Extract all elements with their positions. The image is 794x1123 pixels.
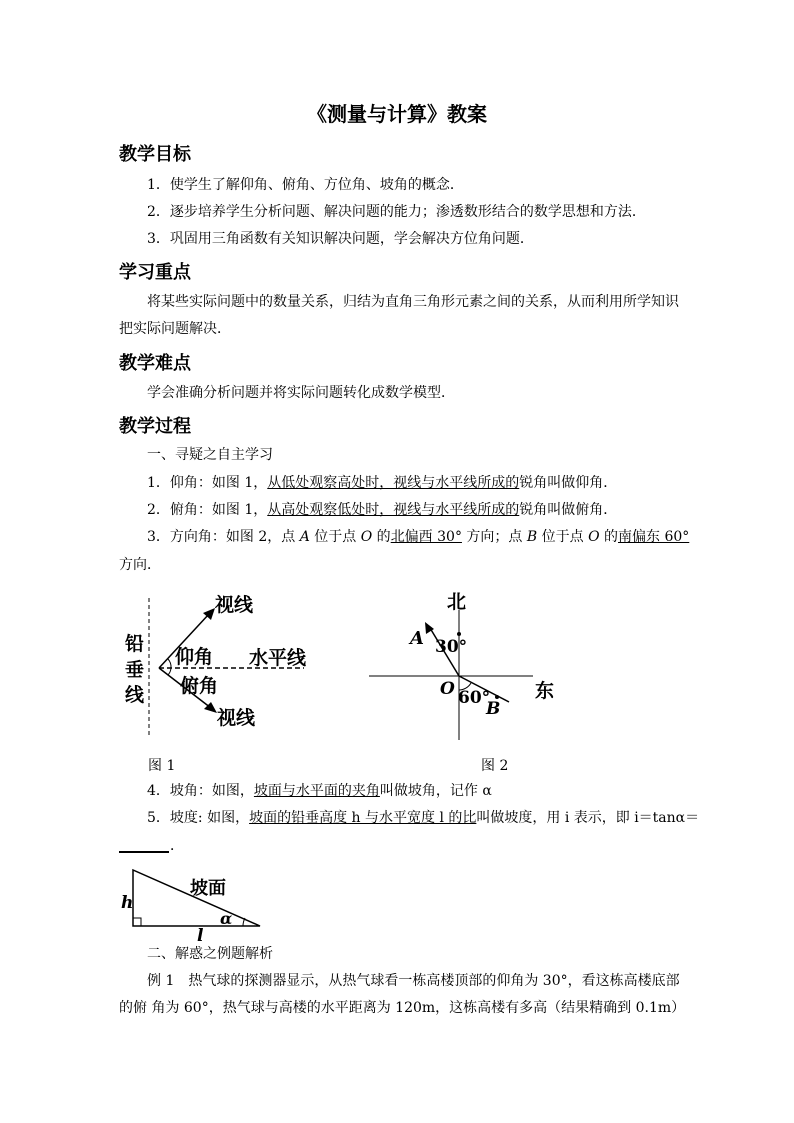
goal-1: 1．使学生了解仰角、俯角、方位角、坡角的概念． bbox=[147, 177, 464, 193]
var-B: B bbox=[526, 529, 538, 545]
var-O-2: O bbox=[588, 529, 600, 545]
item-4-suffix: 叫做坡角，记作 α bbox=[379, 783, 492, 799]
plumb-char-2: 垂 bbox=[125, 659, 145, 681]
O-label: O bbox=[440, 679, 455, 699]
item-1-suffix: 锐角叫做仰角． bbox=[519, 475, 618, 491]
item-5-prefix: 5．坡度: 如图， bbox=[147, 810, 250, 826]
figure-2-caption: 图 2 bbox=[481, 758, 509, 774]
item-2-prefix: 2．俯角：如图 1， bbox=[147, 502, 268, 518]
alpha-label: α bbox=[220, 909, 233, 928]
item-4-underlined: 坡面与水平面的夹角 bbox=[253, 783, 380, 799]
item-1 bbox=[147, 473, 617, 493]
item-3-text-a: 3．方向角：如图 2，点 bbox=[147, 529, 300, 545]
sight-up-label: 视线 bbox=[215, 594, 254, 616]
goal-3: 3．巩固用三角函数有关知识解决问题，学会解决方位角问题． bbox=[147, 231, 534, 247]
item-5 bbox=[147, 808, 699, 828]
item-5-underlined: 坡面的铅垂高度 h 与水平宽度 l 的比 bbox=[249, 810, 477, 826]
A-label: A bbox=[410, 628, 424, 649]
item-2-suffix: 锐角叫做俯角． bbox=[519, 502, 618, 518]
item-5-suffix: 叫做坡度，用 i 表示，即 i＝tanα＝ bbox=[476, 810, 700, 826]
B-label: B bbox=[486, 699, 501, 719]
angle-60-label: 60° bbox=[458, 688, 491, 708]
depression-arc bbox=[168, 668, 171, 675]
l-label: l bbox=[197, 926, 204, 942]
heading-difficulty: 教学难点 bbox=[119, 353, 191, 374]
angle-30-label: 30° bbox=[435, 637, 468, 657]
item-1-underlined: 从低处观察高处时，视线与水平线所成的 bbox=[267, 475, 520, 491]
figure-1-caption: 图 1 bbox=[148, 758, 176, 774]
elevation-arc bbox=[168, 659, 171, 668]
plumb-char-3: 线 bbox=[125, 684, 145, 706]
north-point bbox=[457, 632, 461, 636]
goal-2: 2．逐步培养学生分析问题、解决问题的能力；渗透数形结合的数学思想和方法． bbox=[147, 204, 646, 220]
answer-blank bbox=[119, 851, 169, 853]
right-angle-mark bbox=[133, 918, 141, 926]
focus-line-1: 将某些实际问题中的数量关系，归结为直角三角形元素之间的关系，从而利用所学知识 bbox=[147, 294, 679, 310]
item-3 bbox=[147, 527, 689, 547]
example-line-2: 的俯 角为 60°，热气球与高楼的水平距离为 120m，这栋高楼有多高（结果精确到 0.1m） bbox=[119, 1000, 686, 1016]
difficulty-text: 学会准确分析问题并将实际问题转化成数学模型． bbox=[147, 385, 455, 401]
heading-process: 教学过程 bbox=[119, 416, 191, 437]
item-3-text-d: 方向；点 bbox=[461, 529, 527, 545]
item-4 bbox=[147, 781, 492, 801]
slope-label: 坡面 bbox=[190, 878, 226, 899]
figure-1 bbox=[119, 588, 319, 750]
item-3-text-b: 位于点 bbox=[309, 529, 361, 545]
part1-title: 一、寻疑之自主学习 bbox=[147, 447, 273, 463]
item-4-prefix: 4．坡角：如图， bbox=[147, 783, 254, 799]
item-5-line-2: ． bbox=[170, 838, 184, 854]
item-3-text-f: 的 bbox=[599, 529, 618, 545]
figure-slope bbox=[115, 862, 275, 942]
item-3-text-e: 位于点 bbox=[537, 529, 589, 545]
horizontal-label: 水平线 bbox=[249, 647, 307, 669]
item-3-underlined-1: 北偏西 30° bbox=[390, 529, 462, 545]
heading-focus: 学习重点 bbox=[119, 262, 191, 283]
depression-label: 俯角 bbox=[180, 675, 219, 697]
h-label: h bbox=[121, 893, 134, 913]
elevation-label: 仰角 bbox=[175, 646, 214, 668]
part2-title: 二、解惑之例题解析 bbox=[147, 946, 273, 962]
var-A: A bbox=[299, 529, 310, 545]
sight-down-label: 视线 bbox=[217, 707, 256, 729]
item-1-prefix: 1．仰角：如图 1， bbox=[147, 475, 268, 491]
item-2-underlined: 从高处观察低处时，视线与水平线所成的 bbox=[267, 502, 520, 518]
east-label: 东 bbox=[535, 680, 555, 702]
page-title: 《测量与计算》教案 bbox=[307, 102, 487, 126]
plumb-char-1: 铅 bbox=[125, 633, 145, 655]
item-3-text-c: 的 bbox=[372, 529, 391, 545]
item-3-line-2: 方向． bbox=[119, 557, 161, 573]
figure-2 bbox=[365, 588, 575, 748]
heading-goals: 教学目标 bbox=[119, 144, 191, 165]
north-label: 北 bbox=[447, 591, 467, 613]
var-O: O bbox=[360, 529, 373, 545]
focus-line-2: 把实际问题解决． bbox=[119, 321, 231, 337]
item-2 bbox=[147, 500, 617, 520]
example-line-1: 例 1 热气球的探测器显示，从热气球看一栋高楼顶部的仰角为 30°，看这栋高楼底部 bbox=[147, 973, 680, 989]
item-3-underlined-2: 南偏东 60° bbox=[618, 529, 690, 545]
